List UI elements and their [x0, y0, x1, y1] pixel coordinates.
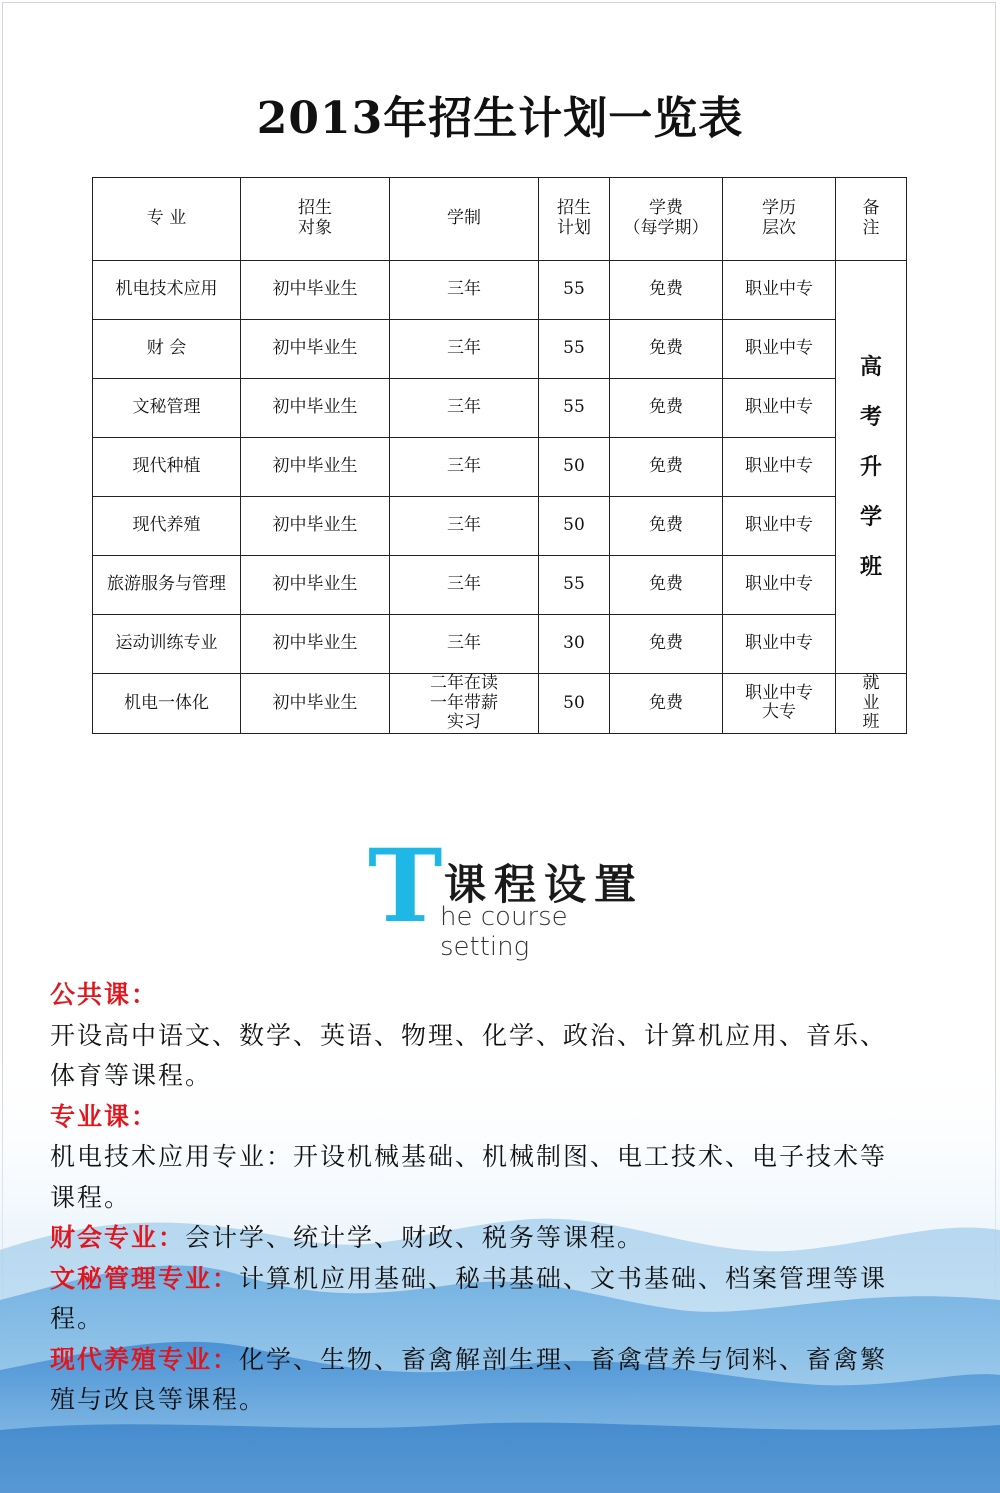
cell-target: 初中毕业生 — [241, 556, 390, 615]
cell-major: 现代养殖 — [93, 497, 241, 556]
cell-duration: 三年 — [390, 615, 539, 674]
cell-target: 初中毕业生 — [241, 438, 390, 497]
table-row — [93, 320, 907, 379]
secretary-text: 计算机应用基础、秘书基础、文书基础、档案管理等课 — [239, 1263, 888, 1293]
header-major: 专 业 — [93, 178, 241, 261]
cell-fee: 免费 — [610, 320, 723, 379]
big-t-letter: T — [368, 827, 443, 945]
accounting-text: 会计学、统计学、财政、税务等课程。 — [185, 1223, 645, 1252]
cell-target: 初中毕业生 — [241, 261, 390, 320]
cell-target: 初中毕业生 — [241, 674, 390, 734]
breeding-text-line2: 殖与改良等课程。 — [50, 1385, 267, 1414]
secretary-label: 文秘管理专业： — [50, 1263, 240, 1293]
table-row — [93, 261, 907, 320]
course-heading-en: he course setting — [440, 902, 568, 962]
cell-target: 初中毕业生 — [241, 379, 390, 438]
cell-level: 职业中专 — [723, 261, 836, 320]
major-course-label: 专业课： — [50, 1101, 159, 1131]
cell-quota: 55 — [539, 556, 610, 615]
cell-level: 职业中专 — [723, 379, 836, 438]
remark-char: 升 — [859, 454, 882, 480]
cell-level: 职业中专 — [723, 615, 836, 674]
breeding-label: 现代养殖专业： — [50, 1344, 240, 1374]
cell-duration: 三年 — [390, 438, 539, 497]
mech-course-line: 机电技术应用专业：开设机械基础、机械制图、电工技术、电子技术等 — [50, 1142, 888, 1171]
cell-quota: 50 — [539, 497, 610, 556]
cell-target: 初中毕业生 — [241, 320, 390, 379]
cell-level: 职业中专 — [723, 320, 836, 379]
cell-fee: 免费 — [610, 556, 723, 615]
accounting-label: 财会专业： — [50, 1223, 186, 1252]
table-header-row — [93, 178, 907, 261]
header-target: 招生 对象 — [241, 178, 390, 261]
cell-level: 职业中专 — [723, 556, 836, 615]
mech-course-line: 课程。 — [50, 1182, 132, 1212]
cell-duration: 三年 — [390, 497, 539, 556]
cell-quota: 55 — [539, 261, 610, 320]
cell-remark-employment: 就 业 班 — [836, 674, 907, 734]
cell-fee: 免费 — [610, 438, 723, 497]
public-course-label: 公共课： — [50, 980, 159, 1009]
cell-fee: 免费 — [610, 261, 723, 320]
cell-duration: 三年 — [390, 320, 539, 379]
public-course-line: 体育等课程。 — [50, 1061, 213, 1090]
cell-remark-gaokao — [836, 261, 907, 674]
header-quota: 招生 计划 — [539, 178, 610, 261]
cell-quota: 30 — [539, 615, 610, 674]
header-duration: 学制 — [390, 178, 539, 261]
cell-major: 机电技术应用 — [93, 261, 241, 320]
table-row — [93, 438, 907, 497]
cell-quota: 55 — [539, 379, 610, 438]
cell-duration: 二年在读 一年带薪 实习 — [390, 674, 539, 734]
course-setting-heading — [368, 827, 648, 962]
cell-level: 职业中专 — [723, 497, 836, 556]
remark-char: 学 — [859, 504, 882, 530]
remark-char: 班 — [859, 554, 882, 580]
cell-target: 初中毕业生 — [241, 497, 390, 556]
header-level: 学历 层次 — [723, 178, 836, 261]
header-remark: 备 注 — [836, 178, 907, 261]
cell-major: 运动训练专业 — [93, 615, 241, 674]
cell-target: 初中毕业生 — [241, 615, 390, 674]
cell-fee: 免费 — [610, 674, 723, 734]
public-course-line: 开设高中语文、数学、英语、物理、化学、政治、计算机应用、音乐、 — [50, 1020, 888, 1050]
remark-char: 考 — [859, 404, 882, 430]
cell-level: 职业中专 — [723, 438, 836, 497]
course-content — [50, 975, 955, 1421]
page-title: 2013年招生计划一览表 — [256, 93, 744, 144]
cell-quota: 50 — [539, 438, 610, 497]
cell-level: 职业中专 大专 — [723, 674, 836, 734]
cell-major: 旅游服务与管理 — [93, 556, 241, 615]
table-row — [93, 497, 907, 556]
remark-char: 高 — [859, 354, 882, 380]
course-heading-cn: 课程设置 — [444, 860, 645, 909]
header-fee: 学费 （每学期） — [610, 178, 723, 261]
cell-major: 现代种植 — [93, 438, 241, 497]
breeding-text: 化学、生物、畜禽解剖生理、畜禽营养与饲料、畜禽繁 — [239, 1344, 888, 1374]
cell-duration: 三年 — [390, 556, 539, 615]
cell-major: 文秘管理 — [93, 379, 241, 438]
cell-major: 财 会 — [93, 320, 241, 379]
cell-duration: 三年 — [390, 261, 539, 320]
cell-fee: 免费 — [610, 497, 723, 556]
enrollment-plan-table — [92, 177, 907, 734]
cell-major: 机电一体化 — [93, 674, 241, 734]
table-row — [93, 615, 907, 674]
table-row — [93, 674, 907, 734]
cell-quota: 50 — [539, 674, 610, 734]
secretary-text-line2: 程。 — [50, 1304, 105, 1333]
cell-quota: 55 — [539, 320, 610, 379]
table-row — [93, 556, 907, 615]
cell-fee: 免费 — [610, 379, 723, 438]
cell-duration: 三年 — [390, 379, 539, 438]
table-row — [93, 379, 907, 438]
cell-fee: 免费 — [610, 615, 723, 674]
